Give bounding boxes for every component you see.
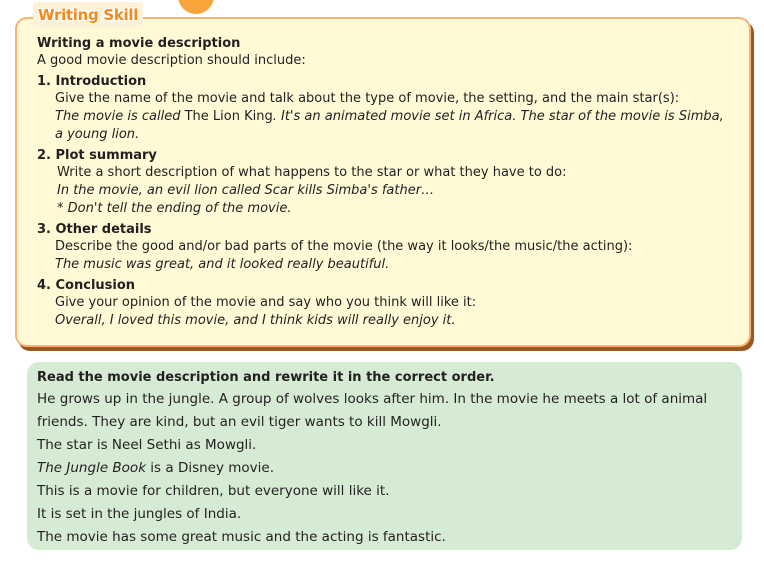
section-heading: 2. Plot summary bbox=[37, 148, 157, 163]
section-instruction: Write a short description of what happens to the star or what they have to do: bbox=[57, 165, 567, 180]
section-heading: 4. Conclusion bbox=[37, 278, 136, 293]
movie-title: The Lion King bbox=[184, 109, 273, 124]
movie-title: The Jungle Book bbox=[37, 460, 147, 476]
section-other-details bbox=[37, 221, 737, 274]
task-line: He grows up in the jungle. A group of wolves looks after him. In the movie he meets a lot of animal bbox=[37, 391, 708, 407]
section-example: Overall, I loved this movie, and I think kids will really enjoy it. bbox=[55, 313, 456, 328]
section-heading: 1. Introduction bbox=[37, 74, 147, 89]
task-content bbox=[37, 368, 737, 549]
skill-intro: A good movie description should include: bbox=[37, 53, 306, 68]
section-note: * Don't tell the ending of the movie. bbox=[57, 201, 292, 216]
section-conclusion bbox=[37, 277, 737, 330]
task-line: This is a movie for children, but everyone will like it. bbox=[37, 483, 390, 499]
section-instruction: Give the name of the movie and talk about the type of movie, the setting, and the main star(s): bbox=[55, 91, 680, 106]
writing-skill-content bbox=[37, 35, 737, 330]
section-introduction bbox=[37, 73, 737, 144]
section-instruction: Describe the good and/or bad parts of the movie (the way it looks/the music/the acting): bbox=[55, 239, 633, 254]
example-text: The movie is called bbox=[55, 109, 185, 124]
section-plot-summary bbox=[37, 147, 737, 218]
section-example-cont: a young lion. bbox=[55, 127, 140, 142]
decorative-circle-icon bbox=[178, 0, 214, 14]
task-title: Read the movie description and rewrite it in the correct order. bbox=[37, 370, 495, 385]
section-instruction: Give your opinion of the movie and say who you think will like it: bbox=[55, 295, 477, 310]
section-example: In the movie, an evil lion called Scar kills Simba's father… bbox=[57, 183, 435, 198]
task-line: friends. They are kind, but an evil tiger wants to kill Mowgli. bbox=[37, 414, 442, 430]
skill-title: Writing a movie description bbox=[37, 36, 241, 51]
task-line: It is set in the jungles of India. bbox=[37, 506, 242, 522]
section-example: The music was great, and it looked really beautiful. bbox=[55, 257, 390, 272]
section-heading: 3. Other details bbox=[37, 222, 152, 237]
task-line: The movie has some great music and the acting is fantastic. bbox=[37, 529, 446, 545]
section-example bbox=[37, 108, 737, 126]
task-line-text: is a Disney movie. bbox=[146, 460, 275, 476]
writing-skill-badge: Writing Skill bbox=[33, 2, 143, 28]
task-line bbox=[37, 457, 737, 480]
example-text: . It's an animated movie set in Africa. The star of the movie is Simba, bbox=[272, 109, 724, 124]
task-line: The star is Neel Sethi as Mowgli. bbox=[37, 437, 257, 453]
